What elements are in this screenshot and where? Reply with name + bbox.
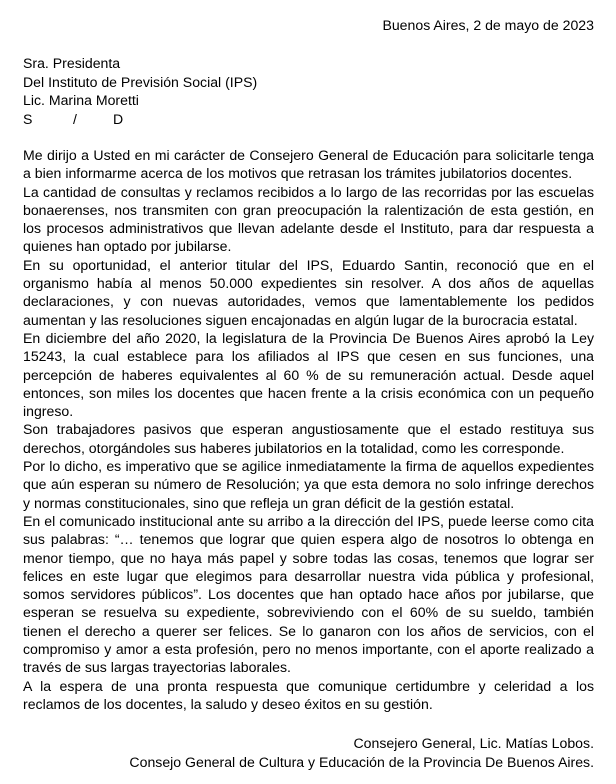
letter-body (23, 146, 594, 713)
signature-institution: Consejo General de Cultura y Educación de la Provincia De Buenos Aires. (129, 753, 594, 770)
paragraph-closing: A la espera de una pronta respuesta que comunique certidumbre y celeridad a los reclamos de los docentes, la saludo y deseo éxitos en su gestión. (23, 677, 594, 712)
addressee-title: Sra. Presidenta (23, 55, 121, 71)
sd-d: D (113, 110, 124, 127)
addressee-sd (23, 110, 257, 129)
paragraph-firma: Por lo dicho, es imperativo que se agilice inmediatamente la firma de aquellos expedientes que aún esperan su número de Resolución; ya que esta demora no solo infringe derechos y normas constitucionales, sino que refleja un gran déficit de la gestión estatal. (23, 458, 594, 511)
paragraph-comunicado: En el comunicado institucional ante su arribo a la dirección del IPS, puede leerse como cita sus palabras: “… tenemos que lograr que quien espera algo de nosotros lo obtenga en menor tiempo, que no haya más papel y sobre todas las cosas, tenemos que lograr ser felices en este lugar que elegimos para desarrollar nuestra vida pública y profesional, somos servidores públicos”. Los docentes que han optado hace años por jubilarse, que esperan se resuelva su expediente, sobreviviendo con el 60% de su sueldo, también tienen el derecho a querer ser felices. Se lo ganaron con los años de servicios, con el compromiso y amor a esta profesión, pero no menos importante, con el aporte realizado a través de sus largas trayectorias laborales. (23, 512, 594, 676)
addressee-institution: Del Instituto de Previsión Social (IPS) (23, 73, 258, 90)
addressee-block (23, 54, 257, 128)
paragraph-intro: Me dirijo a Usted en mi carácter de Consejero General de Educación para solicitarle tenga a bien informarme acerca de los motivos que retrasan los trámites jubilatorios docentes. (23, 147, 594, 182)
paragraph-ley: En diciembre del año 2020, la legislatura de la Provincia De Buenos Aires aprobó la Ley 15243, la cual establece para los afiliados al IPS que cesen en sus funciones, una percepción de haberes equivalentes al 60 % de su remuneración actual. Desde aquel entonces, son miles los docentes que hacen frente a la crisis económica con un pequeño ingreso. (23, 329, 594, 420)
paragraph-consultas: La cantidad de consultas y reclamos recibidos a lo largo de las recorridas por las escuelas bonaerenses, nos transmiten con gran preocupación la ralentización de esta gestión, en los procesos administrativos que llevan adelante desde el Instituto, para dar respuesta a quienes han optado por jubilarse. (23, 183, 594, 255)
paragraph-santin: En su oportunidad, el anterior titular del IPS, Eduardo Santin, reconoció que en el organismo había al menos 50.000 expedientes sin resolver. A dos años de aquellas declaraciones, y con nuevas autoridades, vemos que lamentablemente los pedidos aumentan y las resoluciones siguen encajonadas en algún lugar de la burocracia estatal. (23, 256, 594, 328)
signature-name: Consejero General, Lic. Matías Lobos. (353, 735, 594, 751)
letter-date: Buenos Aires, 2 de mayo de 2023 (382, 17, 594, 33)
signature-block (129, 734, 594, 771)
sd-s: S (23, 110, 33, 127)
sd-slash: / (73, 110, 77, 127)
addressee-name: Lic. Marina Moretti (23, 92, 139, 108)
paragraph-pasivos: Son trabajadores pasivos que esperan angustiosamente que el estado restituya sus derechos, otorgándoles sus haberes jubilatorios en la totalidad, como les corresponde. (23, 421, 594, 456)
letter-page (23, 0, 594, 784)
